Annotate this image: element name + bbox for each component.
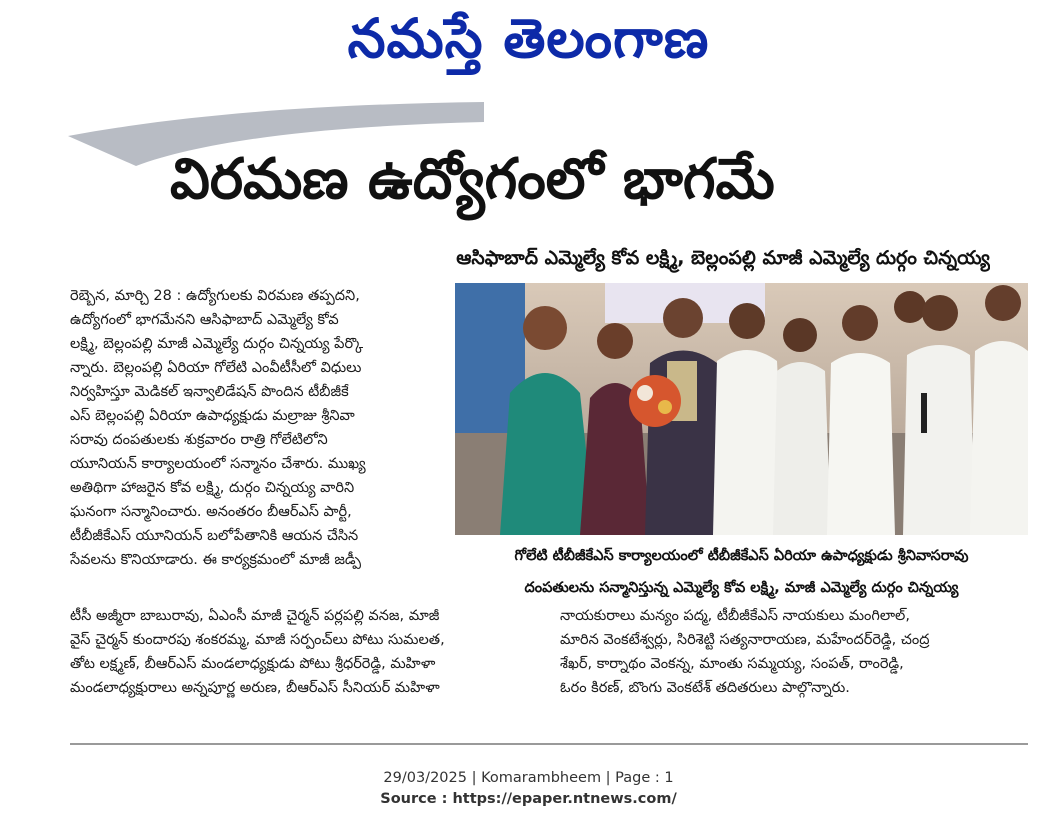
article-headline: విరమణ ఉద్యోగంలో భాగమే	[170, 147, 775, 212]
text-line: టీబీజీకేఎస్ యూనియన్ బలోపేతానికి ఆయన చేసిన	[70, 528, 359, 544]
text-line: సరావు దంపతులకు శుక్రవారం రాత్రి గోలేటిలోని	[70, 432, 328, 448]
text-line: ఎస్ బెల్లంపల్లి ఏరియా ఉపాధ్యక్షుడు మల్రాజు శ్రీనివా	[70, 408, 355, 424]
footer-divider	[70, 743, 1028, 745]
text-line: అతిథిగా హాజరైన కోవ లక్ష్మి, దుర్గం చిన్నయ్య వారిని	[70, 480, 355, 496]
text-line: నాయకురాలు మన్యం పద్మ, టీబీజీకేఎస్ నాయకులు మంగిలాల్,	[560, 608, 910, 624]
text-line: శేఖర్, కార్నాథం వెంకన్న, మాంతు సమ్మయ్య, సంపత్, రాంరెడ్డి,	[560, 656, 904, 672]
masthead-logo: నమస్తే తెలంగాణ	[347, 6, 710, 70]
footer-date-edition: 29/03/2025 | Komarambheem | Page : 1	[383, 770, 674, 786]
text-line: ఉద్యోగంలో భాగమేనని ఆసిఫాబాద్ ఎమ్మెల్యే కోవ	[70, 312, 339, 328]
caption-line: దంపతులను సన్మానిస్తున్న ఎమ్మెల్యే కోవ లక్ష్మి, మాజీ ఎమ్మెల్యే దుర్గం చిన్నయ్య	[524, 580, 959, 596]
text-line: తోట లక్ష్మణ్, బీఆర్ఎస్ మండలాధ్యక్షుడు పోటు శ్రీధర్‌రెడ్డి, మహిళా	[70, 656, 436, 672]
article-subheadline: ఆసిఫాబాద్ ఎమ్మెల్యే కోవ లక్ష్మి, బెల్లంపల్లి మాజీ ఎమ్మెల్యే దుర్గం చిన్నయ్య	[456, 247, 990, 269]
text-line: ఘనంగా సన్మానించారు. అనంతరం బీఆర్ఎస్ పార్టీ,	[70, 504, 352, 520]
article-bottom-left-text	[70, 604, 540, 700]
text-line: మారిన వెంకటేశ్వర్లు, సిరిశెట్టి సత్యనారాయణ, మహేందర్‌రెడ్డి, చంద్ర	[560, 632, 930, 648]
caption-line: గోలేటి టీబీజీకేఎస్ కార్యాలయంలో టీబీజీకేఎస్ ఏరియా ఉపాధ్యక్షుడు శ్రీనివాసరావు	[514, 548, 969, 564]
text-line: రెబ్బెన, మార్చి 28 : ఉద్యోగులకు విరమణ తప్పదని,	[70, 288, 360, 304]
text-line: మండలాధ్యక్షురాలు అన్నపూర్ణ అరుణ, బీఆర్ఎస్ సీనియర్ మహిళా	[70, 680, 440, 696]
text-line: వైస్ చైర్మన్ కుందారపు శంకరమ్మ, మాజీ సర్పంచ్‌లు పోటు సుమలత,	[70, 632, 445, 648]
article-photo	[455, 283, 1028, 535]
text-line: నిర్వహిస్తూ మెడికల్ ఇన్వాలిడేషన్ పొందిన టీబీజీకే	[70, 384, 349, 400]
article-right-column	[560, 604, 1030, 700]
text-line: లక్ష్మి, బెల్లంపల్లి మాజీ ఎమ్మెల్యే దుర్గం చిన్నయ్య పేర్కొ	[70, 336, 364, 352]
text-line: యూనియన్ కార్యాలయంలో సన్మానం చేశారు. ముఖ్య	[70, 456, 366, 472]
photo-caption	[455, 540, 1028, 604]
event-photo-illustration	[455, 283, 1028, 535]
text-line: సేవలను కొనియాడారు. ఈ కార్యక్రమంలో మాజీ జడ్పీ	[70, 552, 362, 568]
text-line: ఓరం కిరణ్, బొంగు వెంకటేశ్ తదితరులు పాల్గొన్నారు.	[560, 680, 850, 696]
text-line: టీసీ అజ్మీరా బాబురావు, ఏఎంసీ మాజీ చైర్మన్ పర్లపల్లి వనజ, మాజీ	[70, 608, 440, 624]
text-line: న్నారు. బెల్లంపల్లి ఏరియా గోలేటి ఎంవీటీసీలో విధులు	[70, 360, 362, 376]
article-left-column	[70, 284, 448, 572]
page-footer	[0, 768, 1057, 810]
footer-source-link[interactable]: Source : https://epaper.ntnews.com/	[380, 791, 677, 807]
